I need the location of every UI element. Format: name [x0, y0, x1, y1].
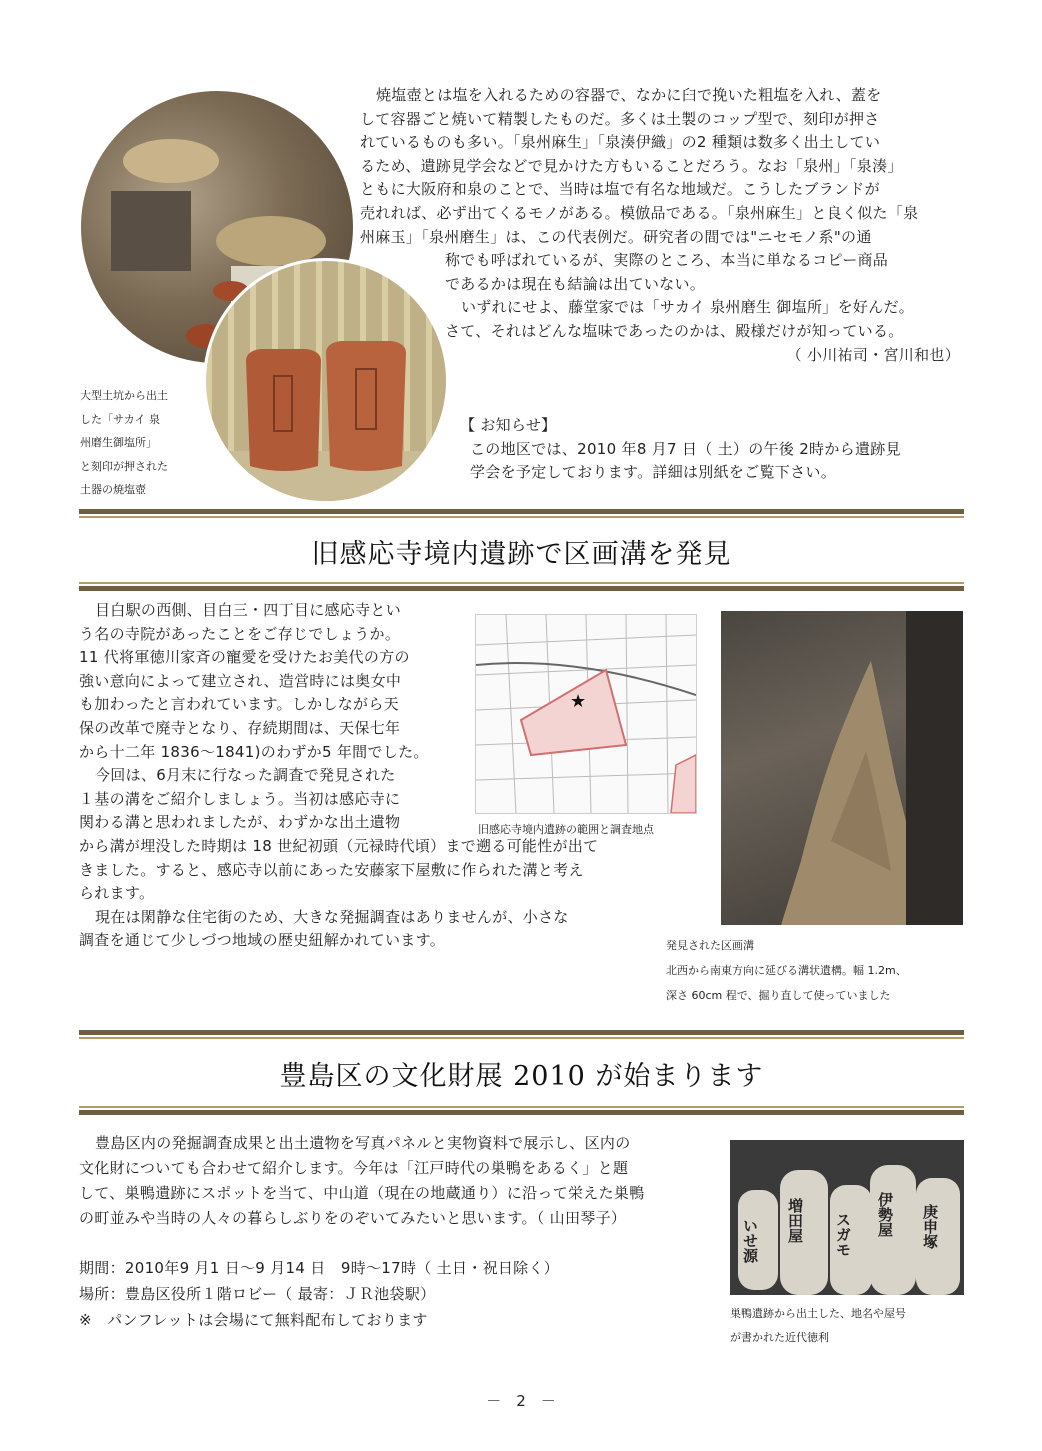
kannoji-article-bottom	[79, 835, 659, 953]
text-line: から溝が埋没した時期は 18 世紀初頭（元禄時代頃）まで遡る可能性が出て	[79, 837, 599, 855]
bunkazai-article	[79, 1131, 719, 1231]
kannoji-article-top	[79, 599, 469, 835]
text-line: であるかは現在も結論は出ていない。	[445, 274, 706, 293]
text-line: れているものも多い。「泉州麻生」「泉湊伊織」の2 種類は数多く出土してい	[360, 133, 881, 152]
text-line: 調査を通じて少しづつ地域の歴史紐解かれています。	[79, 931, 446, 950]
text-line: るため、遺跡見学会などで見かけた方もいることだろう。なお「泉州」「泉湊」	[360, 156, 903, 175]
bunkazai-heading: 豊島区の文化財展 2010 が始まります	[279, 1061, 764, 1092]
ditch-photo	[721, 611, 963, 925]
text-line: 文化財についても合わせて紹介します。今年は「江戸時代の巣鴨をあるく」と題	[79, 1159, 629, 1177]
exhibition-note: ※ パンフレットは会場にて無料配布しております	[79, 1311, 428, 1329]
survey-point-marker: ★	[570, 691, 587, 712]
tokkuri-photo-caption: 巣鴨遺跡から出土した、地名や屋号 が書かれた近代徳利	[730, 1307, 906, 1344]
tokkuri-photo	[730, 1140, 964, 1295]
text-line: 目白駅の西側、目白三・四丁目に感応寺とい	[95, 601, 402, 619]
map-illustration	[476, 615, 696, 813]
text-line: 現在は閑静な住宅街のため、大きな発掘調査はありませんが、小さな	[95, 907, 569, 926]
text-line: きました。すると、感応寺以前にあった安藤家下屋敷に作られた溝と考え	[79, 860, 584, 879]
text-line: さて、それはどんな塩味であったのかは、殿様だけが知っている。	[445, 321, 904, 340]
text-line: いずれにせよ、藤堂家では「サカイ 泉州磨生 御塩所」を好んだ。	[461, 298, 915, 317]
shioko-photo-caption: 大型土坑から出土 した「サカイ 泉 州磨生御塩所」 と刻印が押された 土器の焼塩壺	[80, 389, 168, 496]
text-line: 関わる溝と思われましたが、わずかな出土遺物	[79, 813, 401, 832]
ditch-illustration	[721, 611, 963, 925]
notice-box	[460, 414, 960, 485]
section-divider	[79, 1030, 964, 1039]
text-line: 焼塩壺とは塩を入れるための容器で、なかに臼で挽いた粗塩を入れ、蓋を	[376, 86, 882, 104]
text-line: 今回は、6月末に行なった調査で発見された	[95, 766, 396, 785]
exhibition-period: 期間：2010年9 月1 日～9 月14 日 9時～17時（ 土日・祝日除く）	[79, 1259, 560, 1277]
tokkuri-label: 増田屋	[786, 1198, 804, 1243]
text-line: 保の改革で廃寺となり、存続期間は、天保七年	[79, 718, 401, 737]
exhibition-info	[79, 1255, 719, 1333]
text-line: １基の溝をご紹介しましょう。当初は感応寺に	[79, 789, 401, 808]
text-line: 豊島区内の発掘調査成果と出土遺物を写真パネルと実物資料で展示し、区内の	[95, 1134, 631, 1152]
notice-line: この地区では、2010 年8 月7 日（ 土）の午後 2時から遺跡見	[470, 439, 901, 458]
exhibition-venue: 場所：豊島区役所１階ロビー（ 最寄：ＪＲ池袋駅）	[79, 1285, 436, 1303]
text-line: の町並みや当時の人々の暮らしぶりをのぞいてみたいと思います。（ 山田琴子）	[79, 1209, 627, 1227]
shioko-article-body	[360, 84, 970, 367]
text-line: 称でも呼ばれているが、実際のところ、本当に単なるコピー商品	[445, 251, 889, 270]
text-line: う名の寺院があったことをご存じでしょうか。	[79, 624, 401, 643]
tokkuri-illustration	[730, 1140, 964, 1295]
text-line: から十二年 1836～1841)のわずか5 年間でした。	[79, 742, 429, 761]
notice-title: 【 お知らせ】	[460, 416, 557, 434]
tokkuri-label: 庚申塚	[921, 1204, 939, 1249]
text-line: 強い意向によって建立され、造営時には奥女中	[79, 671, 402, 690]
text-line: して容器ごと焼いて精製したものだ。多くは土製のコップ型で、刻印が押さ	[360, 109, 880, 128]
text-line: 11 代将軍徳川家斉の寵愛を受けたお美代の方の	[79, 648, 410, 667]
tokkuri-label: 伊勢屋	[876, 1192, 894, 1237]
ditch-photo-caption: 発見された区画溝 北西から南東方向に延びる溝状遺構。幅 1.2m、 深さ 60cm 程で、掘り直して使っていました	[666, 939, 907, 1002]
tokkuri-label: いせ源	[741, 1218, 759, 1263]
text-line: 州麻玉」「泉州磨生」は、この代表例だ。研究者の間では"ニセモノ系"の通	[360, 227, 872, 246]
notice-line: 学会を予定しております。詳細は別紙をご覧下さい。	[470, 463, 837, 482]
text-line: 売れれば、必ず出てくるモノがある。模倣品である。「泉州麻生」と良く似た「泉	[360, 203, 919, 222]
section-divider	[79, 582, 964, 591]
map-caption: 旧感応寺境内遺跡の範囲と調査地点	[478, 823, 654, 836]
tokkuri-label: スガモ	[834, 1212, 852, 1257]
page-number: － 2 －	[486, 1392, 556, 1410]
site-map	[475, 614, 697, 814]
text-line: ともに大阪府和泉のことで、当時は塩で有名な地域だ。こうしたブランドが	[360, 180, 880, 199]
authors: （ 小川祐司・宮川和也）	[786, 345, 960, 364]
section-divider	[79, 509, 964, 518]
text-line: も加わったと言われています。しかしながら天	[79, 695, 399, 714]
kannoji-heading: 旧感応寺境内遺跡で区画溝を発見	[311, 539, 732, 570]
text-line: して、巣鴨遺跡にスポットを当て、中山道（現在の地蔵通り）に沿って栄えた巣鴨	[79, 1184, 645, 1202]
text-line: られます。	[79, 884, 155, 903]
section-divider	[79, 1106, 964, 1115]
